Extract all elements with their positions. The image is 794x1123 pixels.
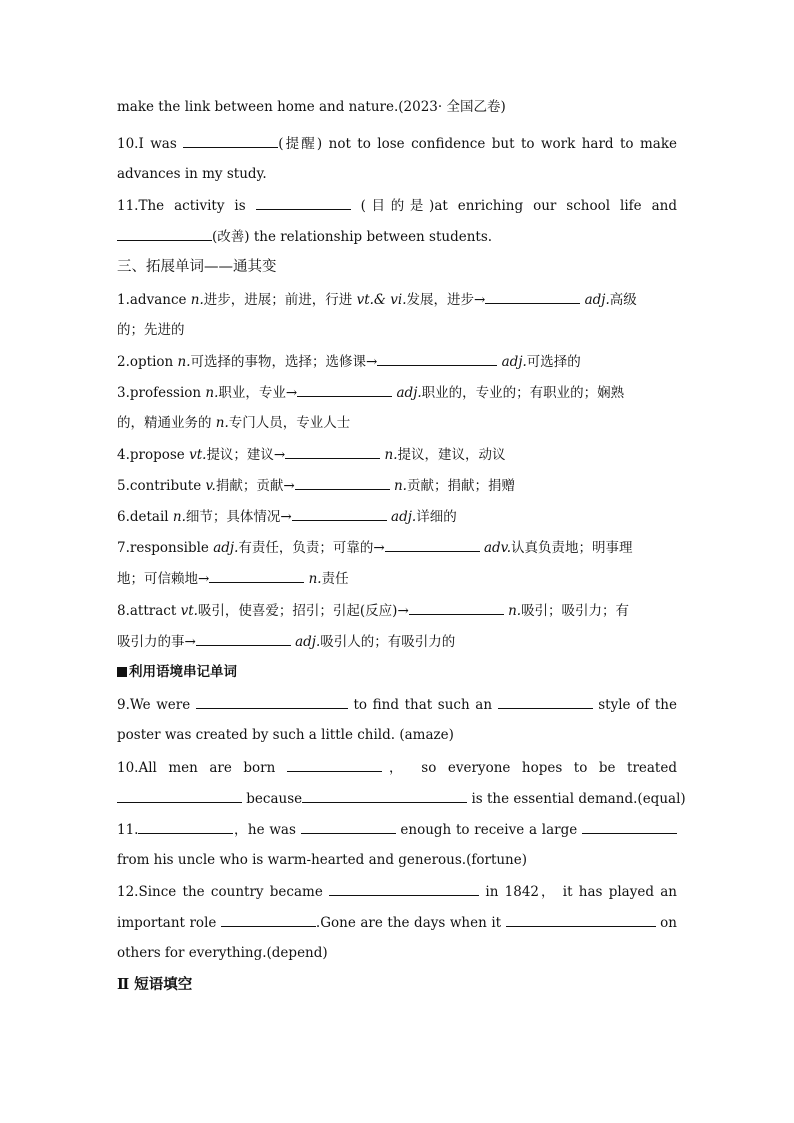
answer-blank[interactable] <box>485 288 580 304</box>
square-bullet-icon <box>117 667 127 677</box>
sentence-10-cont: because is the essential demand.(equal) <box>117 787 677 809</box>
word-8-cont: 吸引力的事→ adj.吸引人的；有吸引力的 <box>117 630 677 652</box>
sentence-9-cont: poster was created by such a little child. (amaze) <box>117 727 454 743</box>
answer-blank[interactable] <box>196 630 291 646</box>
answer-blank[interactable] <box>285 443 380 459</box>
section-ii-heading: Ⅱ 短语填空 <box>117 976 193 993</box>
answer-blank[interactable] <box>301 818 396 834</box>
sentence-10-line: 10.All men are born ， so everyone hopes to be treated <box>117 756 677 778</box>
answer-blank[interactable] <box>138 818 233 834</box>
context-section-heading: 利用语境串记单词 <box>117 661 677 683</box>
word-1-line: 1.advance n.进步，进展；前进，行进 vt.& vi.发展，进步→ adj.高级 <box>117 288 677 310</box>
answer-blank[interactable] <box>209 567 304 583</box>
word-5-line: 5.contribute v.捐献；贡献→ n.贡献；捐献；捐赠 <box>117 474 677 496</box>
answer-blank[interactable] <box>498 693 593 709</box>
question-10-cont: advances in my study. <box>117 166 267 182</box>
answer-blank[interactable] <box>329 880 479 896</box>
answer-blank[interactable] <box>196 693 348 709</box>
answer-blank[interactable] <box>302 787 467 803</box>
word-3-cont: 的，精通业务的 n.专门人员，专业人士 <box>117 415 351 431</box>
sentence-11-cont: from his uncle who is warm-hearted and generous.(fortune) <box>117 852 528 868</box>
answer-blank[interactable] <box>377 350 497 366</box>
word-1-cont: 的；先进的 <box>117 322 185 338</box>
word-6-line: 6.detail n.细节；具体情况→ adj.详细的 <box>117 505 677 527</box>
answer-blank[interactable] <box>409 599 504 615</box>
question-11-cont: (改善) the relationship between students. <box>117 225 677 247</box>
answer-blank[interactable] <box>292 505 387 521</box>
word-4-line: 4.propose vt.提议；建议→ n.提议，建议，动议 <box>117 443 677 465</box>
sentence-12-cont: important role .Gone are the days when it on <box>117 911 677 933</box>
word-8-line: 8.attract vt.吸引，使喜爱；招引；引起(反应)→ n.吸引；吸引力；有 <box>117 599 677 621</box>
sentence-9-line: 9.We were to find that such an style of the <box>117 693 677 715</box>
sentence-12-line: 12.Since the country became in 1842， it has played an <box>117 880 677 902</box>
answer-blank[interactable] <box>183 132 278 148</box>
answer-blank[interactable] <box>287 756 382 772</box>
sentence-11-line: 11. ，he was enough to receive a large <box>117 818 677 840</box>
word-2-line: 2.option n.可选择的事物，选择；选修课→ adj.可选择的 <box>117 350 677 372</box>
answer-blank[interactable] <box>117 787 242 803</box>
question-11-line: 11.The activity is (目的是)at enriching our school life and <box>117 194 677 216</box>
answer-blank[interactable] <box>506 911 656 927</box>
word-7-cont: 地；可信赖地→ n.责任 <box>117 567 677 589</box>
question-10-line: 10.I was (提醒) not to lose confidence but to work hard to make <box>117 132 677 154</box>
word-7-line: 7.responsible adj.有责任，负责；可靠的→ adv.认真负责地；明事理 <box>117 536 677 558</box>
answer-blank[interactable] <box>117 225 212 241</box>
answer-blank[interactable] <box>297 381 392 397</box>
sentence-12-cont2: others for everything.(depend) <box>117 945 328 961</box>
answer-blank[interactable] <box>221 911 316 927</box>
line-1: make the link between home and nature.(2023· 全国乙卷) <box>117 99 506 115</box>
section-heading: 三、拓展单词——通其变 <box>117 259 277 275</box>
answer-blank[interactable] <box>256 194 351 210</box>
answer-blank[interactable] <box>295 474 390 490</box>
answer-blank[interactable] <box>582 818 677 834</box>
word-3-line: 3.profession n.职业，专业→ adj.职业的，专业的；有职业的；娴熟 <box>117 381 677 403</box>
answer-blank[interactable] <box>385 536 480 552</box>
